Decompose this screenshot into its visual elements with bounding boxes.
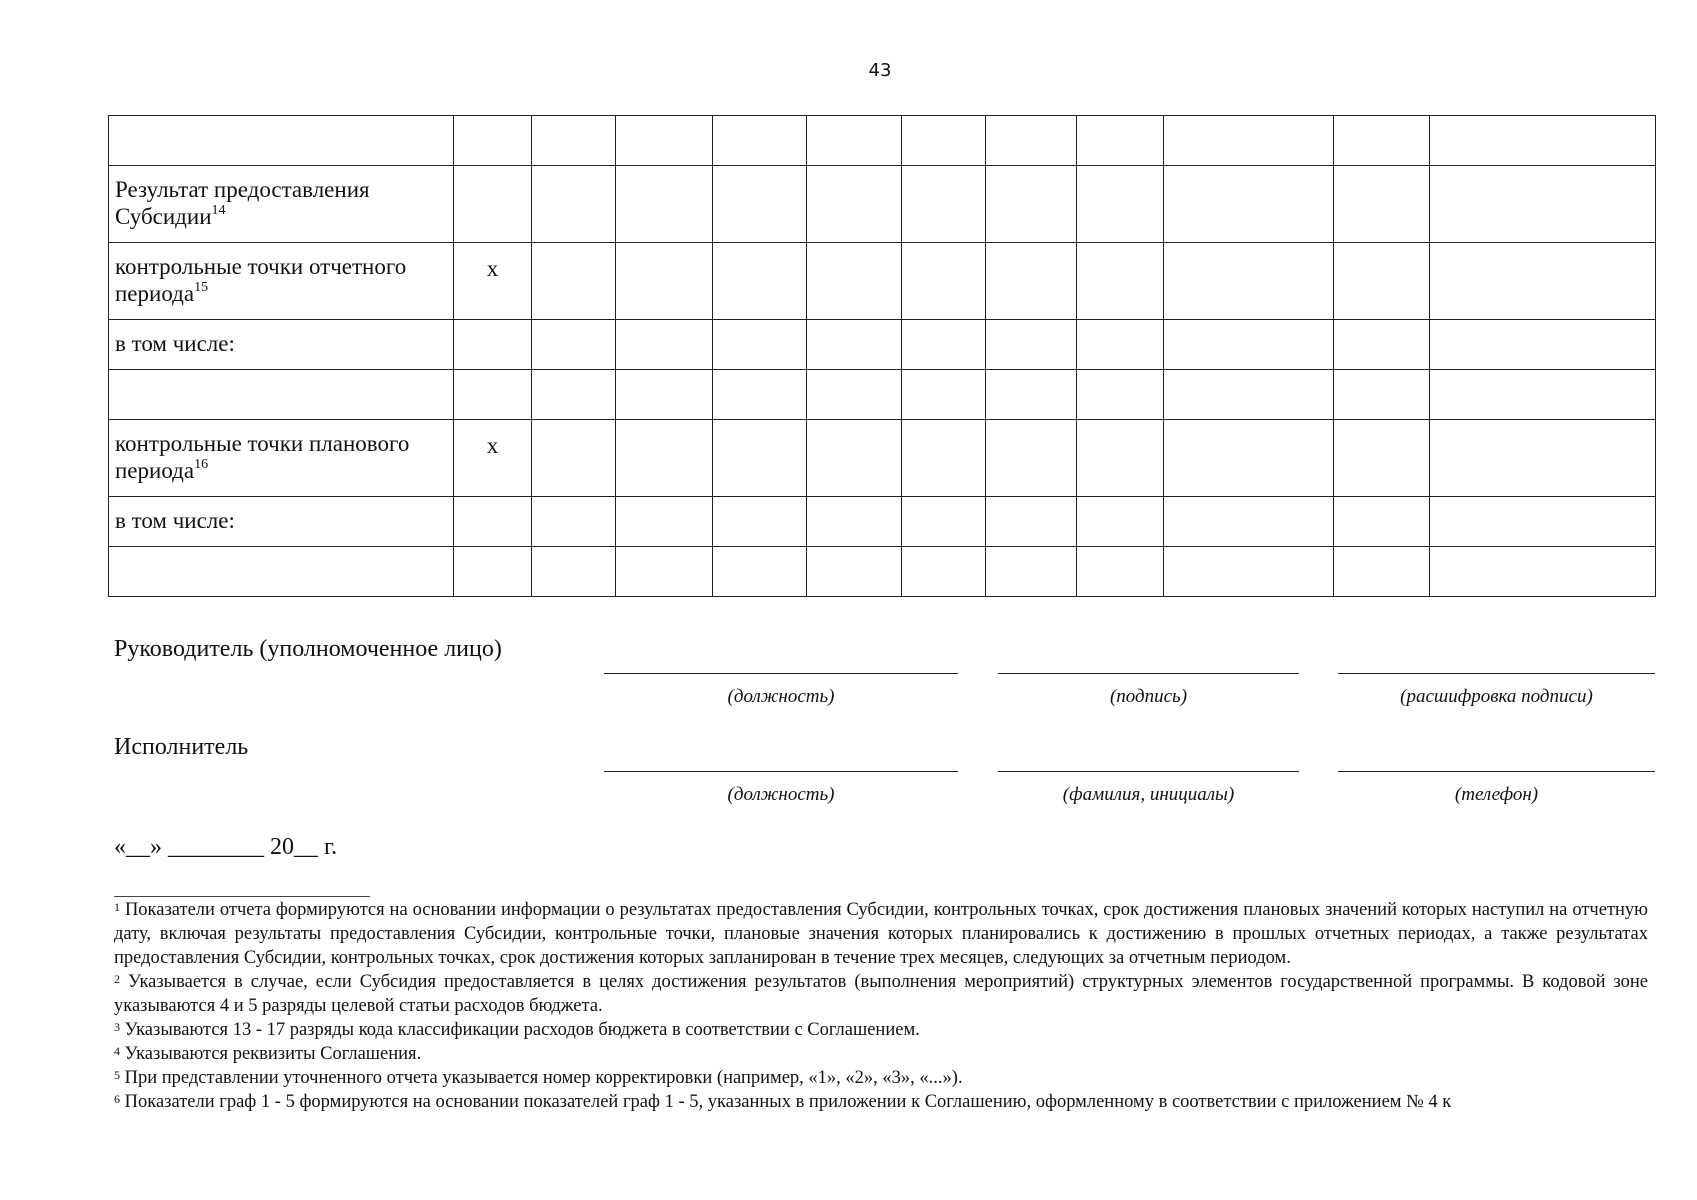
executor-label: Исполнитель [114, 734, 249, 760]
table-cell [1164, 497, 1334, 547]
footnote-text: Указываются 13 - 17 разряды кода классификации расходов бюджета в соответствии с Соглашением. [124, 1020, 920, 1040]
footnote-ref: 15 [194, 280, 209, 295]
table-cell [1430, 547, 1656, 597]
row-label: в том числе: [115, 508, 235, 533]
table-cell [902, 166, 986, 243]
table-cell [713, 116, 807, 166]
table-cell [1164, 320, 1334, 370]
table-cell [713, 166, 807, 243]
table-cell [1164, 420, 1334, 497]
table-cell [1430, 420, 1656, 497]
table-row [109, 320, 1656, 370]
page-number: 43 [868, 60, 892, 81]
table-cell [807, 243, 902, 320]
table-cell [1077, 547, 1164, 597]
table-cell [1334, 243, 1430, 320]
table-row [109, 497, 1656, 547]
table-cell [902, 370, 986, 420]
table-cell [902, 320, 986, 370]
table-row [109, 370, 1656, 420]
executor-name-line [998, 771, 1299, 772]
footnote-ref: 16 [194, 457, 209, 472]
row-label-cell [109, 320, 454, 370]
table-cell [1164, 243, 1334, 320]
table-cell [532, 420, 616, 497]
row-label-cell [109, 243, 454, 320]
table-row [109, 116, 1656, 166]
table-cell [713, 320, 807, 370]
table-cell [986, 243, 1077, 320]
table-cell [713, 370, 807, 420]
table-row [109, 166, 1656, 243]
head-position-caption: (должность) [727, 686, 835, 707]
table-row [109, 547, 1656, 597]
row-label: контрольные точки отчетного периода [115, 254, 407, 306]
footnote [114, 1042, 1648, 1066]
table-cell [532, 116, 616, 166]
row-label-cell [109, 370, 454, 420]
footnote [114, 1066, 1648, 1090]
table-cell [986, 547, 1077, 597]
row-label: в том числе: [115, 331, 235, 356]
table-cell [1164, 547, 1334, 597]
table-cell [616, 547, 713, 597]
executor-position-line [604, 771, 958, 772]
table-row [109, 420, 1656, 497]
table-cell [902, 420, 986, 497]
footnote-text: При представлении уточненного отчета указывается номер корректировки (например, «1», «2», «3», «...»). [124, 1068, 963, 1088]
table-cell [986, 420, 1077, 497]
table-cell [1334, 116, 1430, 166]
x-mark-cell [454, 497, 532, 547]
table-cell [1334, 420, 1430, 497]
footnote-number: 3 [114, 1020, 120, 1034]
footnote [114, 1018, 1648, 1042]
table-cell [986, 166, 1077, 243]
executor-phone-caption: (телефон) [1454, 784, 1539, 805]
table-cell [1334, 497, 1430, 547]
table-cell [616, 320, 713, 370]
head-position-line [604, 673, 958, 674]
table-row [109, 243, 1656, 320]
table-cell [532, 320, 616, 370]
table-cell [902, 116, 986, 166]
row-label-cell [109, 116, 454, 166]
table-cell [1164, 166, 1334, 243]
table-cell [807, 370, 902, 420]
table-cell [616, 497, 713, 547]
table-cell [1164, 116, 1334, 166]
head-decoding-line [1338, 673, 1655, 674]
table-cell [713, 547, 807, 597]
table-cell [902, 547, 986, 597]
table-cell [986, 320, 1077, 370]
table-cell [616, 243, 713, 320]
table-cell [1077, 497, 1164, 547]
footnote-number: 2 [114, 972, 120, 986]
x-mark-cell: х [454, 420, 532, 497]
table-cell [1077, 166, 1164, 243]
row-label-cell [109, 166, 454, 243]
table-cell [1430, 116, 1656, 166]
table-cell [807, 166, 902, 243]
table-cell [807, 547, 902, 597]
table-cell [1077, 370, 1164, 420]
footnote-text: Показатели граф 1 - 5 формируются на основании показателей граф 1 - 5, указанных в приложении к Соглашению, оформленному в соответствии с приложением № 4 к [124, 1092, 1452, 1112]
table-cell [1077, 420, 1164, 497]
table-cell [1164, 370, 1334, 420]
row-label-cell [109, 497, 454, 547]
footnote [114, 898, 1648, 970]
x-mark-cell: х [454, 243, 532, 320]
footnote-text: Указываются реквизиты Соглашения. [124, 1044, 422, 1064]
footnote-number: 4 [114, 1044, 120, 1058]
table-cell [986, 116, 1077, 166]
head-label: Руководитель (уполномоченное лицо) [114, 636, 502, 662]
x-mark-cell [454, 320, 532, 370]
table-cell [1430, 166, 1656, 243]
table-cell [532, 243, 616, 320]
date-line: «__» ________ 20__ г. [114, 834, 338, 860]
table-cell [532, 166, 616, 243]
executor-position-caption: (должность) [727, 784, 835, 805]
x-mark-cell [454, 370, 532, 420]
report-table [108, 115, 1656, 597]
footnote-ref: 14 [211, 203, 226, 218]
head-signature-caption: (подпись) [1109, 686, 1188, 707]
table-cell [902, 497, 986, 547]
x-mark-cell [454, 547, 532, 597]
table-cell [532, 497, 616, 547]
row-label-cell [109, 420, 454, 497]
table-cell [1077, 116, 1164, 166]
executor-phone-line [1338, 771, 1655, 772]
table-cell [807, 497, 902, 547]
table-cell [1430, 243, 1656, 320]
footnote [114, 1090, 1648, 1114]
table-cell [1334, 370, 1430, 420]
footnotes [114, 898, 1648, 1114]
head-signature-line [998, 673, 1299, 674]
executor-name-caption: (фамилия, инициалы) [1062, 784, 1235, 805]
footnote-number: 5 [114, 1068, 120, 1082]
table-cell [902, 243, 986, 320]
row-label: Результат предоставления Субсидии [115, 177, 370, 229]
table-cell [1334, 547, 1430, 597]
x-mark-cell [454, 166, 532, 243]
report-table-body [109, 116, 1656, 597]
table-cell [713, 420, 807, 497]
row-label-cell [109, 547, 454, 597]
table-cell [1430, 497, 1656, 547]
table-cell [1334, 166, 1430, 243]
table-cell [616, 370, 713, 420]
table-cell [532, 547, 616, 597]
footnote-number: 6 [114, 1092, 120, 1106]
table-cell [1430, 370, 1656, 420]
table-cell [616, 166, 713, 243]
x-mark-cell [454, 116, 532, 166]
table-cell [807, 320, 902, 370]
footnote-rule [114, 896, 370, 897]
footnote-text: Указывается в случае, если Субсидия предоставляется в целях достижения результатов (выполнения мероприятий) структурных элементов государственной программы. В кодовой зоне указываются 4 и 5 разряды целевой статьи расходов бюджета. [114, 972, 1649, 1016]
table-cell [1334, 320, 1430, 370]
table-cell [986, 497, 1077, 547]
table-cell [1077, 243, 1164, 320]
footnote-text: Показатели отчета формируются на основании информации о результатах предоставления Субсидии, контрольных точках, срок достижения плановых значений которых наступил на отчетную дату, включая результаты предоставления Субсидии, контрольные точки, плановые значения которых планировались к достижению в прошлых отчетных периодах, а также результатах предоставления Субсидии, контрольных точках, срок достижения которых запланирован в течение трех месяцев, следующих за отчетным периодом. [114, 900, 1648, 968]
table-cell [807, 116, 902, 166]
table-cell [986, 370, 1077, 420]
table-cell [1430, 320, 1656, 370]
head-decoding-caption: (расшифровка подписи) [1400, 686, 1593, 707]
table-cell [532, 370, 616, 420]
table-cell [713, 497, 807, 547]
table-cell [616, 420, 713, 497]
table-cell [616, 116, 713, 166]
footnote-number: 1 [114, 900, 120, 914]
footnote [114, 970, 1648, 1018]
table-cell [713, 243, 807, 320]
row-label: контрольные точки планового периода [115, 431, 410, 483]
table-cell [1077, 320, 1164, 370]
table-cell [807, 420, 902, 497]
